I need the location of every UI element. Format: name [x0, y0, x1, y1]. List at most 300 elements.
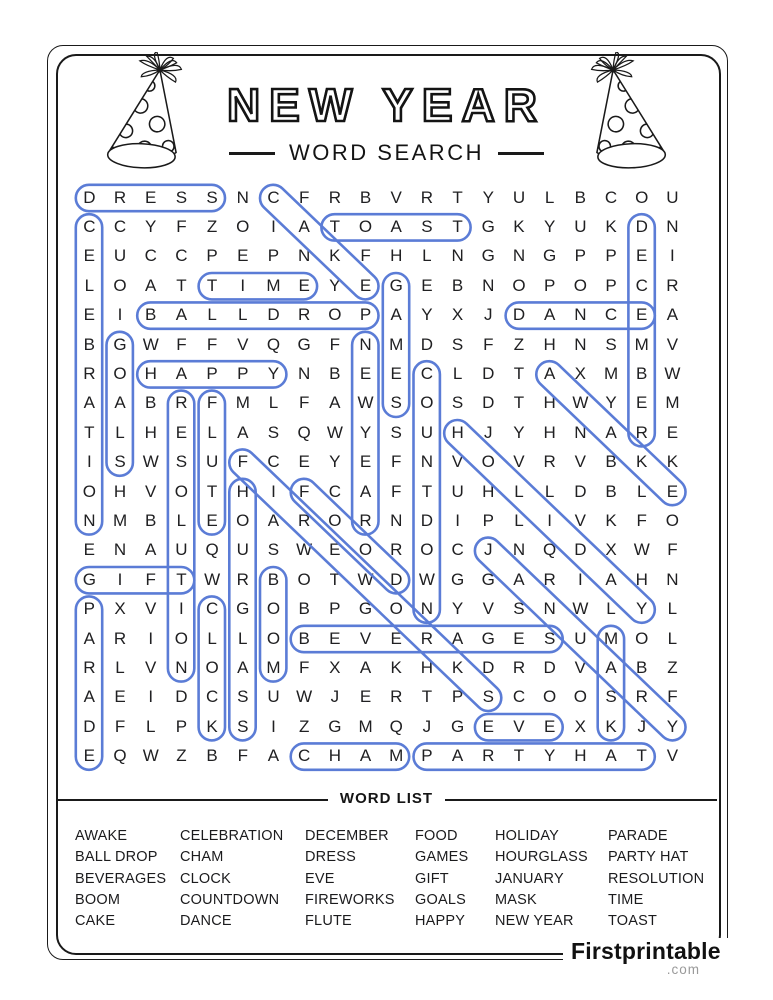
grid-letter: P: [574, 246, 587, 266]
grid-letter: I: [240, 275, 246, 295]
grid-letter: H: [236, 481, 249, 501]
grid-letter: F: [483, 334, 494, 354]
grid-letter: M: [634, 334, 649, 354]
grid-letter: O: [420, 540, 434, 560]
grid-letter: K: [605, 716, 617, 736]
grid-letter: L: [636, 481, 647, 501]
grid-letter: G: [481, 217, 495, 237]
grid-letter: V: [666, 746, 679, 766]
grid-letter: F: [176, 334, 187, 354]
grid-letter: L: [238, 305, 248, 325]
grid-letter: R: [236, 569, 249, 589]
word-list-header: WORD LIST: [0, 790, 773, 808]
grid-letter: V: [574, 657, 587, 677]
grid-letter: R: [666, 275, 679, 295]
grid-letter: E: [83, 246, 96, 266]
grid-letter: T: [421, 481, 433, 501]
word-list-item: FIREWORKS: [305, 891, 395, 908]
grid-letter: L: [207, 305, 217, 325]
grid-letter: S: [421, 217, 433, 237]
grid-letter: R: [482, 746, 495, 766]
word-list-item: TIME: [608, 891, 644, 908]
grid-letter: R: [298, 305, 311, 325]
grid-letter: C: [175, 246, 188, 266]
grid-letter: S: [451, 334, 464, 354]
word-list-item: CHAM: [180, 849, 224, 866]
grid-letter: S: [175, 187, 188, 207]
grid-letter: O: [297, 569, 311, 589]
grid-letter: Z: [206, 217, 218, 237]
grid-letter: N: [83, 510, 96, 530]
grid-letter: L: [207, 422, 217, 442]
grid-letter: E: [83, 305, 96, 325]
grid-letter: U: [512, 187, 526, 207]
grid-letter: F: [298, 481, 310, 501]
grid-letter: O: [389, 599, 403, 619]
grid-letter: N: [512, 540, 526, 560]
grid-letter: E: [636, 305, 648, 325]
grid-letter: D: [543, 657, 556, 677]
grid-letter: F: [114, 716, 126, 736]
grid-letter: N: [298, 246, 311, 266]
grid-letter: N: [420, 599, 434, 619]
grid-letter: E: [390, 628, 402, 648]
grid-letter: A: [83, 687, 96, 707]
grid-letter: N: [420, 452, 434, 472]
grid-letter: F: [391, 481, 402, 501]
grid-letter: L: [606, 599, 616, 619]
grid-letter: I: [271, 481, 276, 501]
grid-letter: O: [635, 187, 649, 207]
grid-letter: S: [206, 187, 218, 207]
grid-letter: F: [206, 334, 218, 354]
grid-letter: I: [455, 510, 460, 530]
grid-letter: X: [329, 657, 341, 677]
grid-letter: N: [175, 657, 188, 677]
word-list-item: COUNTDOWN: [180, 891, 280, 908]
grid-letter: P: [451, 687, 464, 707]
grid-letter: A: [298, 217, 310, 237]
word-list-item: PARTY HAT: [608, 849, 689, 866]
grid-letter: M: [603, 364, 619, 384]
grid-letter: C: [113, 217, 127, 237]
grid-letter: A: [513, 569, 525, 589]
grid-letter: E: [114, 687, 126, 707]
grid-letter: O: [420, 393, 434, 413]
word-list-item: BALL DROP: [75, 849, 158, 866]
grid-letter: R: [328, 187, 341, 207]
grid-letter: Q: [297, 422, 311, 442]
grid-letter: B: [267, 569, 280, 589]
grid-letter: O: [328, 305, 342, 325]
grid-letter: R: [635, 422, 648, 442]
grid-letter: A: [451, 746, 464, 766]
word-list-item: GIFT: [415, 870, 449, 887]
grid-letter: L: [422, 246, 432, 266]
word-list-item: MASK: [495, 891, 537, 908]
grid-letter: A: [329, 393, 341, 413]
grid-letter: B: [451, 275, 464, 295]
grid-letter: L: [115, 657, 125, 677]
word-list-item: HOLIDAY: [495, 828, 559, 844]
grid-letter: K: [206, 716, 218, 736]
grid-letter: F: [145, 569, 156, 589]
grid-letter: P: [206, 364, 218, 384]
grid-letter: A: [543, 364, 556, 384]
grid-letter: V: [359, 628, 372, 648]
grid-letter: I: [271, 716, 276, 736]
grid-letter: P: [329, 599, 341, 619]
grid-letter: W: [142, 334, 159, 354]
grid-letter: P: [237, 364, 249, 384]
grid-letter: Y: [451, 599, 464, 619]
word-list-item: TOAST: [608, 913, 658, 930]
grid-letter: W: [572, 393, 589, 413]
grid-letter: F: [206, 393, 218, 413]
grid-letter: F: [237, 746, 248, 766]
grid-letter: G: [82, 569, 96, 589]
grid-letter: G: [450, 569, 465, 589]
grid-letter: R: [420, 628, 434, 648]
grid-letter: A: [237, 657, 249, 677]
word-list-item: AWAKE: [75, 828, 128, 844]
grid-letter: C: [328, 481, 341, 501]
grid-letter: D: [175, 687, 188, 707]
grid-letter: R: [113, 628, 127, 648]
grid-letter: J: [422, 716, 432, 736]
grid-letter: G: [450, 716, 465, 736]
grid-letter: X: [574, 716, 587, 736]
grid-letter: A: [605, 657, 617, 677]
grid-letter: B: [298, 599, 310, 619]
grid-letter: B: [636, 364, 648, 384]
grid-letter: W: [633, 540, 650, 560]
grid-letter: R: [83, 364, 96, 384]
grid-letter: B: [145, 510, 157, 530]
grid-letter: T: [452, 187, 463, 207]
grid-letter: A: [145, 540, 157, 560]
grid-letter: J: [484, 422, 493, 442]
grid-letter: V: [513, 716, 525, 736]
grid-letter: S: [482, 687, 494, 707]
grid-letter: D: [482, 364, 495, 384]
grid-letter: L: [544, 481, 555, 501]
grid-letter: T: [513, 393, 525, 413]
grid-letter: O: [328, 510, 342, 530]
grid-letter: E: [636, 246, 648, 266]
word-list-item: BOOM: [75, 891, 121, 908]
grid-letter: H: [328, 746, 341, 766]
grid-letter: Y: [329, 452, 341, 472]
grid-letter: T: [421, 687, 433, 707]
word-search-grid: [74, 183, 688, 771]
grid-letter: O: [573, 275, 587, 295]
grid-letter: A: [83, 628, 96, 648]
word-list-item: GOALS: [415, 891, 466, 908]
grid-letter: B: [145, 393, 157, 413]
grid-letter: H: [543, 393, 556, 413]
grid-letter: O: [573, 687, 587, 707]
grid-letter: R: [359, 510, 372, 530]
grid-letter: P: [605, 275, 617, 295]
grid-letter: G: [113, 334, 127, 354]
grid-letter: U: [205, 452, 219, 472]
grid-letter: X: [451, 305, 464, 325]
grid-letter: F: [391, 452, 402, 472]
subtitle-right-dash: [498, 152, 544, 155]
grid-letter: O: [82, 481, 96, 501]
page-subtitle: WORD SEARCH: [289, 140, 484, 165]
grid-letter: G: [328, 716, 342, 736]
grid-letter: V: [574, 452, 587, 472]
grid-letter: Y: [605, 393, 617, 413]
grid-letter: S: [237, 687, 249, 707]
grid-letter: S: [390, 393, 402, 413]
word-list-item: HAPPY: [415, 913, 466, 930]
grid-letter: L: [268, 393, 279, 413]
grid-letter: N: [574, 334, 587, 354]
grid-letter: T: [176, 275, 187, 295]
grid-letter: D: [512, 305, 526, 325]
grid-letter: U: [175, 540, 188, 560]
party-hat-icon: [563, 52, 669, 188]
grid-letter: Y: [267, 364, 280, 384]
grid-letter: T: [329, 569, 341, 589]
grid-letter: R: [420, 187, 434, 207]
grid-letter: V: [145, 599, 157, 619]
grid-letter: R: [512, 657, 526, 677]
grid-letter: E: [359, 687, 372, 707]
grid-letter: M: [665, 393, 680, 413]
grid-letter: Y: [666, 716, 679, 736]
grid-letter: P: [267, 246, 280, 266]
grid-letter: W: [572, 599, 589, 619]
word-list-item: HOURGLASS: [495, 849, 588, 866]
word-list-item: BEVERAGES: [75, 870, 167, 887]
grid-letter: G: [358, 599, 373, 619]
grid-letter: K: [636, 452, 648, 472]
grid-letter: L: [176, 510, 187, 530]
grid-letter: Q: [389, 716, 403, 736]
grid-letter: Y: [513, 422, 525, 442]
grid-letter: Y: [636, 599, 648, 619]
grid-letter: X: [574, 364, 587, 384]
grid-letter: W: [142, 746, 159, 766]
grid-letter: H: [574, 746, 587, 766]
grid-letter: B: [605, 452, 617, 472]
grid-letter: D: [267, 305, 280, 325]
grid-letter: F: [298, 657, 310, 677]
grid-letter: H: [144, 364, 157, 384]
grid-letter: A: [543, 305, 556, 325]
grid-letter: T: [513, 364, 525, 384]
grid-letter: N: [574, 422, 587, 442]
grid-letter: Y: [543, 217, 556, 237]
grid-letter: R: [635, 687, 648, 707]
grid-letter: M: [112, 510, 128, 530]
grid-letter: W: [326, 422, 343, 442]
grid-letter: W: [357, 393, 374, 413]
grid-letter: R: [113, 187, 127, 207]
grid-letter: I: [117, 569, 123, 589]
grid-letter: N: [359, 334, 372, 354]
grid-letter: O: [665, 510, 680, 530]
grid-letter: O: [512, 275, 526, 295]
grid-letter: G: [236, 599, 250, 619]
grid-letter: U: [666, 187, 679, 207]
grid-letter: D: [574, 481, 587, 501]
word-list-item: CAKE: [75, 913, 116, 930]
grid-letter: Z: [298, 716, 310, 736]
grid-letter: M: [389, 334, 404, 354]
grid-letter: K: [390, 657, 402, 677]
grid-letter: I: [670, 246, 675, 266]
grid-letter: K: [513, 217, 525, 237]
grid-letter: Q: [113, 746, 127, 766]
grid-letter: N: [574, 305, 587, 325]
grid-letter: I: [148, 687, 154, 707]
word-list-item: JANUARY: [495, 870, 564, 887]
grid-letter: M: [603, 628, 619, 648]
grid-letter: L: [84, 275, 95, 295]
grid-letter: P: [543, 275, 556, 295]
grid-letter: R: [543, 569, 556, 589]
grid-letter: B: [359, 187, 372, 207]
grid-letter: B: [329, 364, 341, 384]
word-list-item: DANCE: [180, 913, 232, 930]
word-list-column: [75, 826, 166, 932]
grid-letter: A: [390, 217, 402, 237]
grid-letter: O: [266, 599, 281, 619]
grid-letter: U: [451, 481, 464, 501]
word-list-column: [495, 826, 588, 932]
grid-letter: A: [359, 481, 372, 501]
grid-letter: Q: [266, 334, 281, 354]
grid-letter: B: [145, 305, 157, 325]
grid-letter: M: [235, 393, 250, 413]
grid-letter: O: [236, 510, 250, 530]
grid-letter: X: [114, 599, 126, 619]
grid-letter: N: [451, 246, 464, 266]
grid-letter: I: [271, 217, 276, 237]
grid-letter: F: [298, 187, 310, 207]
word-list-item: EVE: [305, 870, 335, 887]
grid-letter: E: [298, 275, 310, 295]
grid-letter: V: [451, 452, 464, 472]
grid-letter: S: [513, 599, 525, 619]
grid-letter: H: [420, 657, 434, 677]
word-list-item: DECEMBER: [305, 828, 389, 844]
grid-letter: J: [637, 716, 646, 736]
grid-letter: V: [574, 510, 587, 530]
grid-letter: L: [544, 187, 555, 207]
word-list-column: [415, 826, 468, 932]
grid-letter: S: [605, 687, 617, 707]
word-list-column: [608, 826, 704, 932]
word-list-divider: [57, 799, 717, 801]
grid-letter: A: [267, 746, 280, 766]
grid-letter: X: [605, 540, 617, 560]
grid-letter: V: [666, 334, 679, 354]
grid-letter: V: [390, 187, 402, 207]
grid-letter: L: [238, 628, 248, 648]
grid-letter: T: [206, 275, 218, 295]
grid-letter: T: [206, 481, 218, 501]
grid-letter: Y: [543, 746, 556, 766]
grid-letter: N: [113, 540, 127, 560]
grid-letter: F: [667, 540, 678, 560]
grid-letter: S: [175, 452, 188, 472]
grid-letter: S: [114, 452, 126, 472]
grid-letter: E: [666, 422, 679, 442]
word-list-item: NEW YEAR: [495, 913, 574, 930]
grid-letter: D: [574, 540, 587, 560]
grid-letter: R: [298, 510, 311, 530]
grid-letter: T: [636, 746, 647, 766]
grid-letter: B: [574, 187, 587, 207]
word-list-column: [180, 826, 283, 932]
grid-letter: Y: [329, 275, 341, 295]
grid-letter: U: [574, 628, 587, 648]
grid-letter: A: [605, 569, 617, 589]
grid-letter: L: [667, 599, 678, 619]
grid-letter: A: [237, 422, 249, 442]
grid-letter: L: [514, 481, 524, 501]
grid-letter: B: [636, 657, 648, 677]
brand-logo: Firstprintable: [563, 938, 729, 965]
grid-letter: P: [175, 716, 188, 736]
grid-letter: G: [481, 569, 495, 589]
grid-letter: A: [114, 393, 126, 413]
grid-letter: I: [86, 452, 92, 472]
grid-letter: K: [605, 510, 617, 530]
grid-letter: A: [605, 422, 617, 442]
grid-letter: S: [605, 334, 617, 354]
grid-letter: E: [329, 540, 341, 560]
grid-letter: P: [206, 246, 218, 266]
grid-letter: E: [421, 275, 433, 295]
grid-letter: L: [207, 628, 217, 648]
grid-letter: D: [482, 657, 495, 677]
grid-letter: H: [451, 422, 464, 442]
grid-letter: O: [543, 687, 557, 707]
grid-letter: G: [297, 334, 311, 354]
grid-letter: L: [667, 628, 678, 648]
grid-letter: V: [513, 452, 525, 472]
grid-letter: S: [267, 422, 280, 442]
grid-letter: E: [83, 540, 96, 560]
grid-letter: U: [420, 422, 434, 442]
grid-letter: A: [359, 657, 372, 677]
grid-letter: C: [267, 187, 280, 207]
grid-letter: F: [360, 246, 371, 266]
grid-letter: B: [206, 746, 218, 766]
grid-letter: K: [605, 217, 617, 237]
grid-letter: H: [543, 334, 556, 354]
grid-letter: N: [543, 599, 556, 619]
word-list: [0, 826, 773, 936]
grid-letter: O: [174, 628, 189, 648]
grid-letter: Q: [543, 540, 557, 560]
grid-letter: U: [267, 687, 280, 707]
grid-letter: P: [359, 305, 372, 325]
grid-letter: G: [481, 628, 495, 648]
grid-letter: F: [329, 334, 341, 354]
grid-letter: T: [176, 569, 187, 589]
grid-letter: V: [145, 657, 157, 677]
grid-letter: A: [145, 275, 157, 295]
grid-letter: E: [513, 628, 525, 648]
